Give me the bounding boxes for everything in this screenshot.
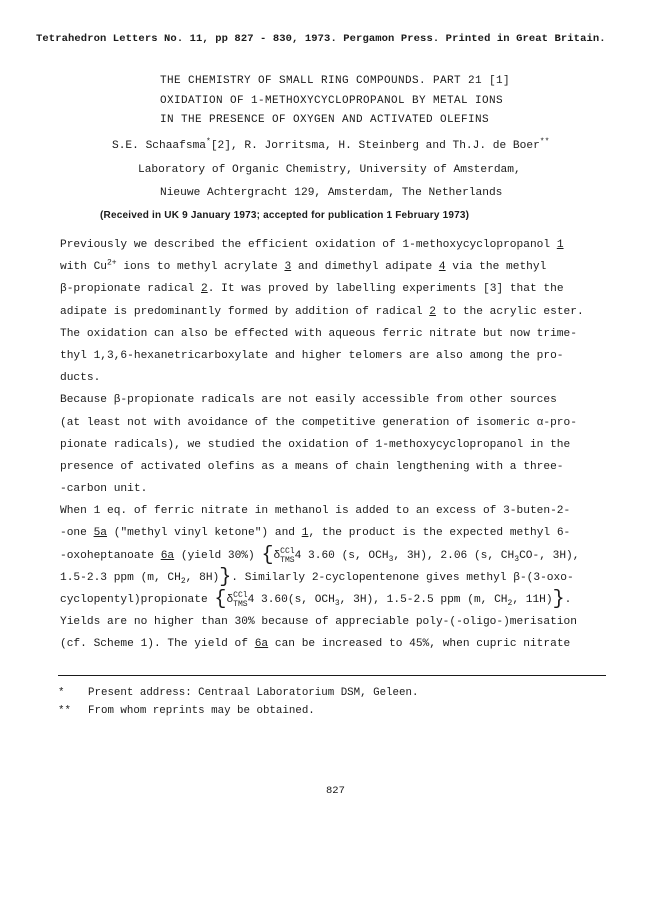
text-run: 3.60 (s, OCH [301,549,389,562]
text-run: (yield 30%) [174,549,262,562]
text-run: β-propionate radical [60,283,201,296]
text-run: . It was proved by labelling experiments [3] that the [207,283,564,296]
body-line: Because β-propionate radicals are not easily accessible from other sources [60,394,557,407]
text-run: and dimethyl adipate [291,261,439,274]
subscript: 3 [388,554,394,564]
nmr-brace-open: { [214,588,227,611]
text-run: cyclopentyl)propionate [60,594,215,606]
corresponding-author-mark: ** [539,137,550,147]
footnote-divider [58,675,606,676]
compound-ref: 1 [556,239,564,251]
title-line-3: IN THE PRESENCE OF OXYGEN AND ACTIVATED OLEFINS [160,114,490,126]
body-line: (at least not with avoidance of the competitive generation of isomeric α-pro- [60,416,577,429]
footnote-1 [58,684,418,702]
superscript: 2+ [107,258,117,268]
page-number: 827 [326,785,345,797]
body-line: -carbon unit. [60,483,148,496]
text-run: 3.60(s, OCH [254,594,335,606]
footnote-2 [58,702,418,720]
nmr-reference: TMS [233,600,248,609]
subscript: 3 [514,554,520,564]
text-run: (cf. Scheme 1). The yield of [60,638,255,651]
text-run: with Cu [60,261,107,274]
text-run: 1.5-2.3 ppm (m, CH [60,571,181,584]
nmr-delta: δ [226,594,234,606]
author-list [112,137,550,152]
author-1-footnote-mark: * [206,137,211,147]
body-line: When 1 eq. of ferric nitrate in methanol is added to an excess of 3-buten-2- [60,505,571,518]
nmr-brace-open: { [261,543,274,567]
compound-ref: 5a [93,527,108,540]
text-run: . [564,594,572,606]
body-line [60,633,620,655]
article-body [60,234,620,656]
compound-ref: 6a [160,549,175,562]
footnote-text: From whom reprints may be obtained. [88,705,315,717]
body-line: pionate radicals), we studied the oxidation of 1-methoxycyclopropanol in the [60,438,571,451]
text-run: -oxoheptanoate [60,549,161,562]
compound-ref: 1 [301,527,309,540]
compound-ref: 3 [284,261,292,274]
compound-ref: 2 [429,305,436,318]
affiliation-line-1: Laboratory of Organic Chemistry, University of Amsterdam, [138,164,521,176]
nmr-solvent-stack [280,547,294,565]
body-line [60,522,620,544]
footnotes [58,684,418,720]
compound-ref: 6a [254,638,269,651]
body-line: The oxidation can also be effected with aqueous ferric nitrate but now trime- [60,327,577,340]
body-line [60,567,620,589]
text-run: , 11H) [512,594,553,606]
received-dates: (Received in UK 9 January 1973; accepted for publication 1 February 1973) [100,210,470,221]
body-line [60,589,620,611]
nmr-solvent-subscript: 4 [247,594,255,606]
text-run: , the product is the expected methyl 6- [308,527,571,540]
subscript: 3 [334,599,340,609]
body-line [60,301,620,323]
title-line-1: THE CHEMISTRY OF SMALL RING COMPOUNDS. PART 21 [1] [160,75,511,87]
nmr-solvent: CCl [280,546,295,556]
text-run: adipate is predominantly formed by addition of radical [60,305,430,318]
nmr-solvent-stack [233,591,247,609]
body-line [60,545,620,567]
text-run: -one [60,527,94,540]
footnote-mark: ** [58,705,71,717]
text-run: . Similarly 2-cyclopentenone gives methyl β-(3-oxo- [231,571,574,584]
subscript: 2 [507,599,513,609]
nmr-brace-close: } [219,565,232,589]
footnote-text: Present address: Centraal Laboratorium DSM, Geleen. [88,687,419,699]
compound-ref: 4 [438,261,446,274]
body-line: presence of activated olefins as a means of chain lengthening with a three- [60,460,564,473]
affiliation-line-2: Nieuwe Achtergracht 129, Amsterdam, The Netherlands [160,187,503,199]
text-run: via the methyl [445,261,547,274]
body-line [60,256,620,278]
text-run: , 8H) [185,571,220,584]
body-line: thyl 1,3,6-hexanetricarboxylate and higher telomers are also among the pro- [60,349,564,362]
footnote-mark: * [58,687,65,699]
nmr-solvent-subscript: 4 [294,549,302,562]
body-line [60,278,620,300]
title-line-2: OXIDATION OF 1-METHOXYCYCLOPROPANOL BY METAL IONS [160,94,504,107]
nmr-delta: δ [273,549,281,562]
journal-header: Tetrahedron Letters No. 11, pp 827 - 830, 1973. Pergamon Press. Printed in Great Britain. [36,33,606,45]
text-run: Previously we described the efficient oxidation of 1-methoxycyclopropanol [60,239,557,251]
compound-ref: 2 [201,283,208,296]
body-line: ducts. [60,372,101,385]
author-list-rest: [2], R. Jorritsma, H. Steinberg and Th.J. de Boer [210,140,540,152]
body-line: Yields are no higher than 30% because of appreciable poly-(-oligo-)merisation [60,616,577,629]
text-run: can be increased to 45%, when cupric nitrate [268,638,571,651]
author-1: S.E. Schaafsma [112,140,206,152]
text-run: ions to methyl acrylate [116,261,285,274]
text-run: , 3H), 1.5-2.5 ppm (m, CH [339,594,508,606]
body-line [60,234,620,256]
nmr-solvent: CCl [233,591,248,600]
nmr-brace-close: } [552,588,565,611]
nmr-reference: TMS [280,555,295,565]
subscript: 2 [180,577,186,587]
text-run: to the acrylic ester. [435,305,584,318]
text-run: , 3H), 2.06 (s, CH [393,549,515,562]
text-run: CO-, 3H), [519,549,580,562]
article-title [160,72,510,131]
text-run: ("methyl vinyl ketone") and [107,527,302,540]
